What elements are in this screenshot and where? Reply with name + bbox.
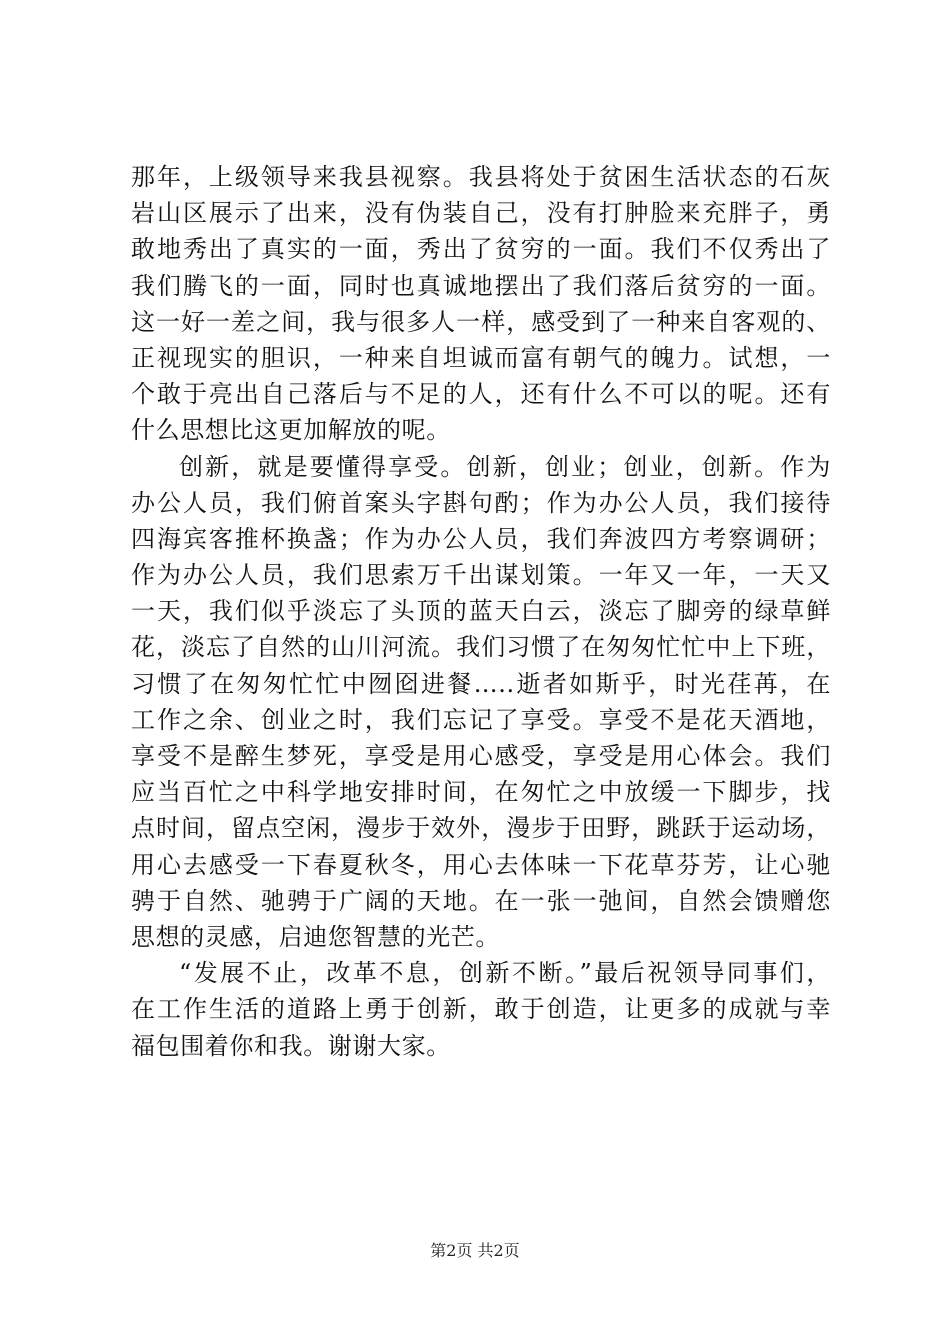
text-line: 正视现实的胆识，一种来自坦诚而富有朝气的魄力。试想，一 [131, 343, 831, 372]
text-line: 我们腾飞的一面，同时也真诚地摆出了我们落后贫穷的一面。 [131, 271, 831, 300]
text-line: 什么思想比这更加解放的呢。 [131, 416, 451, 445]
text-line: 工作之余、创业之时，我们忘记了享受。享受不是花天酒地， [131, 705, 831, 734]
text-line: 作为办公人员，我们思索万千出谋划策。一年又一年，一天又 [131, 561, 831, 590]
text-line: 用心去感受一下春夏秋冬，用心去体味一下花草芬芳，让心驰 [131, 850, 831, 879]
text-line: 骋于自然、驰骋于广阔的天地。在一张一弛间，自然会馈赠您 [131, 886, 831, 915]
text-line: 岩山区展示了出来，没有伪装自己，没有打肿脸来充胖子，勇 [131, 199, 831, 228]
text-line: 习惯了在匆匆忙忙中囫囵进餐…..逝者如斯乎，时光荏苒，在 [131, 669, 831, 698]
paragraph-first-line: “发展不止，改革不息，创新不断。”最后祝领导同事们， [179, 959, 831, 988]
page-number-footer: 第2页 共2页 [430, 1241, 520, 1260]
text-line: 福包围着你和我。谢谢大家。 [131, 1031, 451, 1060]
text-line: 个敢于亮出自己落后与不足的人，还有什么不可以的呢。还有 [131, 380, 831, 409]
text-line: 在工作生活的道路上勇于创新，敢于创造，让更多的成就与幸 [131, 995, 831, 1024]
text-line: 四海宾客推杯换盏；作为办公人员，我们奔波四方考察调研； [131, 524, 831, 553]
text-line: 点时间，留点空闲，漫步于效外，漫步于田野，跳跃于运动场， [131, 814, 831, 843]
text-line: 这一好一差之间，我与很多人一样，感受到了一种来自客观的、 [131, 307, 831, 336]
text-line: 办公人员，我们俯首案头字斟句酌；作为办公人员，我们接待 [131, 488, 831, 517]
paragraph-first-line: 创新，就是要懂得享受。创新，创业；创业，创新。作为 [179, 452, 831, 481]
text-line: 应当百忙之中科学地安排时间，在匆忙之中放缓一下脚步，找 [131, 778, 831, 807]
text-line: 一天，我们似乎淡忘了头顶的蓝天白云，淡忘了脚旁的绿草鲜 [131, 597, 831, 626]
text-line: 享受不是醉生梦死，享受是用心感受，享受是用心体会。我们 [131, 742, 831, 770]
text-line: 花，淡忘了自然的山川河流。我们习惯了在匆匆忙忙中上下班， [131, 633, 831, 662]
text-line: 思想的灵感，启迪您智慧的光芒。 [131, 922, 500, 951]
document-body [131, 159, 831, 1064]
text-line: 那年，上级领导来我县视察。我县将处于贫困生活状态的石灰 [131, 163, 831, 191]
text-line: 敢地秀出了真实的一面，秀出了贫穷的一面。我们不仅秀出了 [131, 235, 831, 264]
